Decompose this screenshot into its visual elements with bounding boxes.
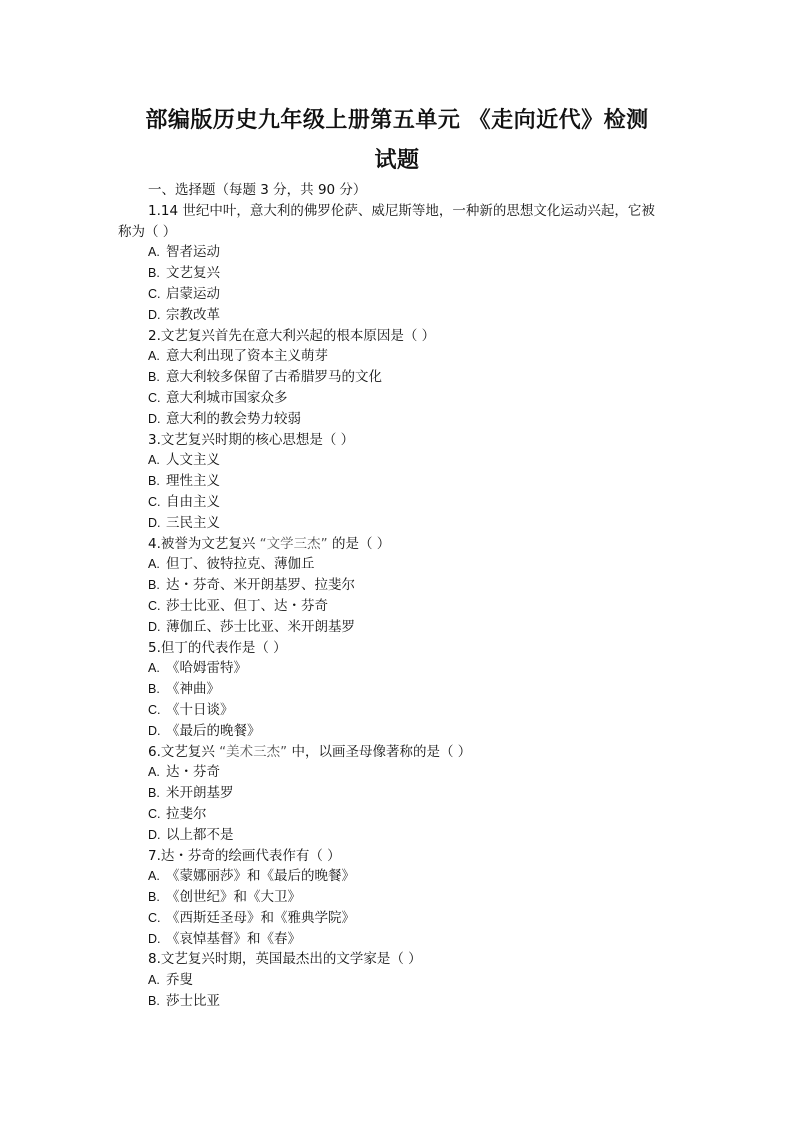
option: [0, 284, 794, 305]
option: [0, 721, 794, 742]
option: [0, 596, 794, 617]
document-title-line1: 部编版历史九年级上册第五单元 《走向近代》检测: [145, 108, 649, 133]
option: [0, 346, 794, 367]
option-text: 米开朗基罗: [166, 785, 234, 802]
option-text: 《哀悼基督》和《春》: [166, 930, 301, 947]
option: [0, 554, 794, 575]
option-letter: A.: [148, 869, 160, 884]
option-letter: B.: [148, 890, 160, 905]
option: [0, 450, 794, 471]
option-letter: A.: [148, 661, 160, 676]
option: [0, 762, 794, 783]
option: [0, 305, 794, 326]
option-letter: C.: [148, 286, 161, 301]
option: [0, 242, 794, 263]
option-letter: D.: [148, 723, 161, 738]
option-letter: C.: [148, 494, 161, 509]
option-letter: B.: [148, 682, 160, 697]
option-text: 《西斯廷圣母》和《雅典学院》: [166, 909, 355, 926]
question-stem-text: 6.文艺复兴: [148, 743, 220, 760]
option: [0, 970, 794, 991]
quoted-term: “文学三杰”: [259, 535, 328, 552]
option: [0, 367, 794, 388]
option-letter: B.: [148, 994, 160, 1009]
option-letter: C.: [148, 806, 161, 821]
option: [0, 575, 794, 596]
option: [0, 700, 794, 721]
option: [0, 929, 794, 950]
option-text: 意大利较多保留了古希腊罗马的文化: [166, 369, 382, 386]
option-text: 意大利城市国家众多: [166, 389, 288, 406]
quoted-term: “美术三杰”: [219, 743, 288, 760]
option-letter: D.: [148, 411, 161, 426]
option-text: 《哈姆雷特》: [166, 660, 247, 677]
option-text: 《十日谈》: [166, 701, 234, 718]
option-text: 意大利出现了资本主义萌芽: [166, 348, 328, 365]
option-letter: C.: [148, 910, 161, 925]
option: [0, 783, 794, 804]
option: [0, 409, 794, 430]
option: [0, 679, 794, 700]
option-letter: C.: [148, 390, 161, 405]
question-list: [0, 180, 794, 1012]
question-stem: 2.文艺复兴首先在意大利兴起的根本原因是（ ）: [148, 327, 436, 344]
question-stem: 1.14 世纪中叶，意大利的佛罗伦萨、威尼斯等地，一种新的思想文化运动兴起，它被: [148, 202, 655, 219]
option-text: 但丁、彼特拉克、薄伽丘: [166, 556, 315, 573]
option-text: 智者运动: [166, 244, 220, 261]
option: [0, 658, 794, 679]
option-text: 《创世纪》和《大卫》: [166, 889, 301, 906]
option: [0, 804, 794, 825]
option: [0, 492, 794, 513]
option-text: 启蒙运动: [166, 285, 220, 302]
option-text: 文艺复兴: [166, 265, 220, 282]
question-stem: [0, 534, 794, 555]
option-letter: D.: [148, 515, 161, 530]
option-letter: B.: [148, 578, 160, 593]
option-letter: D.: [148, 619, 161, 634]
option: [0, 513, 794, 534]
option: [0, 866, 794, 887]
option: [0, 617, 794, 638]
option: [0, 263, 794, 284]
question-stem-text: 中，以画圣母像著称的是（ ）: [287, 743, 472, 760]
option: [0, 908, 794, 929]
option-letter: D.: [148, 827, 161, 842]
option-letter: D.: [148, 931, 161, 946]
option-text: 自由主义: [166, 493, 220, 510]
option-text: 三民主义: [166, 514, 220, 531]
option-text: 莎士比亚: [166, 993, 220, 1010]
question-stem: 3.文艺复兴时期的核心思想是（ ）: [148, 431, 355, 448]
option-letter: B.: [148, 266, 160, 281]
option-text: 理性主义: [166, 473, 220, 490]
option-text: 莎士比亚、但丁、达・芬奇: [166, 597, 328, 614]
option-letter: C.: [148, 598, 161, 613]
option-text: 以上都不是: [166, 826, 234, 843]
question-stem: 7.达・芬奇的绘画代表作有（ ）: [148, 847, 341, 864]
option-letter: A.: [148, 557, 160, 572]
option-text: 《蒙娜丽莎》和《最后的晚餐》: [166, 868, 355, 885]
question-stem: [0, 742, 794, 763]
option: [0, 471, 794, 492]
option-letter: A.: [148, 245, 160, 260]
option-text: 拉斐尔: [166, 805, 207, 822]
option: [0, 887, 794, 908]
option-text: 人文主义: [166, 452, 220, 469]
document-title-line2: 试题: [374, 148, 420, 173]
option-letter: A.: [148, 973, 160, 988]
question-stem-text: 4.被誉为文艺复兴: [148, 535, 260, 552]
option-letter: C.: [148, 702, 161, 717]
question-stem: 5.但丁的代表作是（ ）: [148, 639, 287, 656]
option: [0, 825, 794, 846]
option-text: 乔叟: [166, 972, 193, 989]
option-letter: A.: [148, 453, 160, 468]
question-stem: 8.文艺复兴时期，英国最杰出的文学家是（ ）: [148, 951, 422, 968]
option-text: 薄伽丘、莎士比亚、米开朗基罗: [166, 618, 355, 635]
option: [0, 991, 794, 1012]
option-letter: B.: [148, 370, 160, 385]
option-text: 《最后的晚餐》: [166, 722, 261, 739]
question-stem-continued: 称为（ ）: [118, 223, 177, 240]
section-heading: 一、选择题（每题 3 分，共 90 分）: [148, 182, 367, 198]
option-letter: A.: [148, 349, 160, 364]
option-text: 意大利的教会势力较弱: [166, 410, 301, 427]
option-letter: B.: [148, 474, 160, 489]
option-letter: D.: [148, 307, 161, 322]
option-text: 《神曲》: [166, 681, 220, 698]
option-letter: B.: [148, 786, 160, 801]
option-text: 达・芬奇: [166, 764, 220, 781]
option-text: 宗教改革: [166, 306, 220, 323]
question-stem-text: 的是（ ）: [327, 535, 391, 552]
option-text: 达・芬奇、米开朗基罗、拉斐尔: [166, 577, 355, 594]
option: [0, 388, 794, 409]
option-letter: A.: [148, 765, 160, 780]
